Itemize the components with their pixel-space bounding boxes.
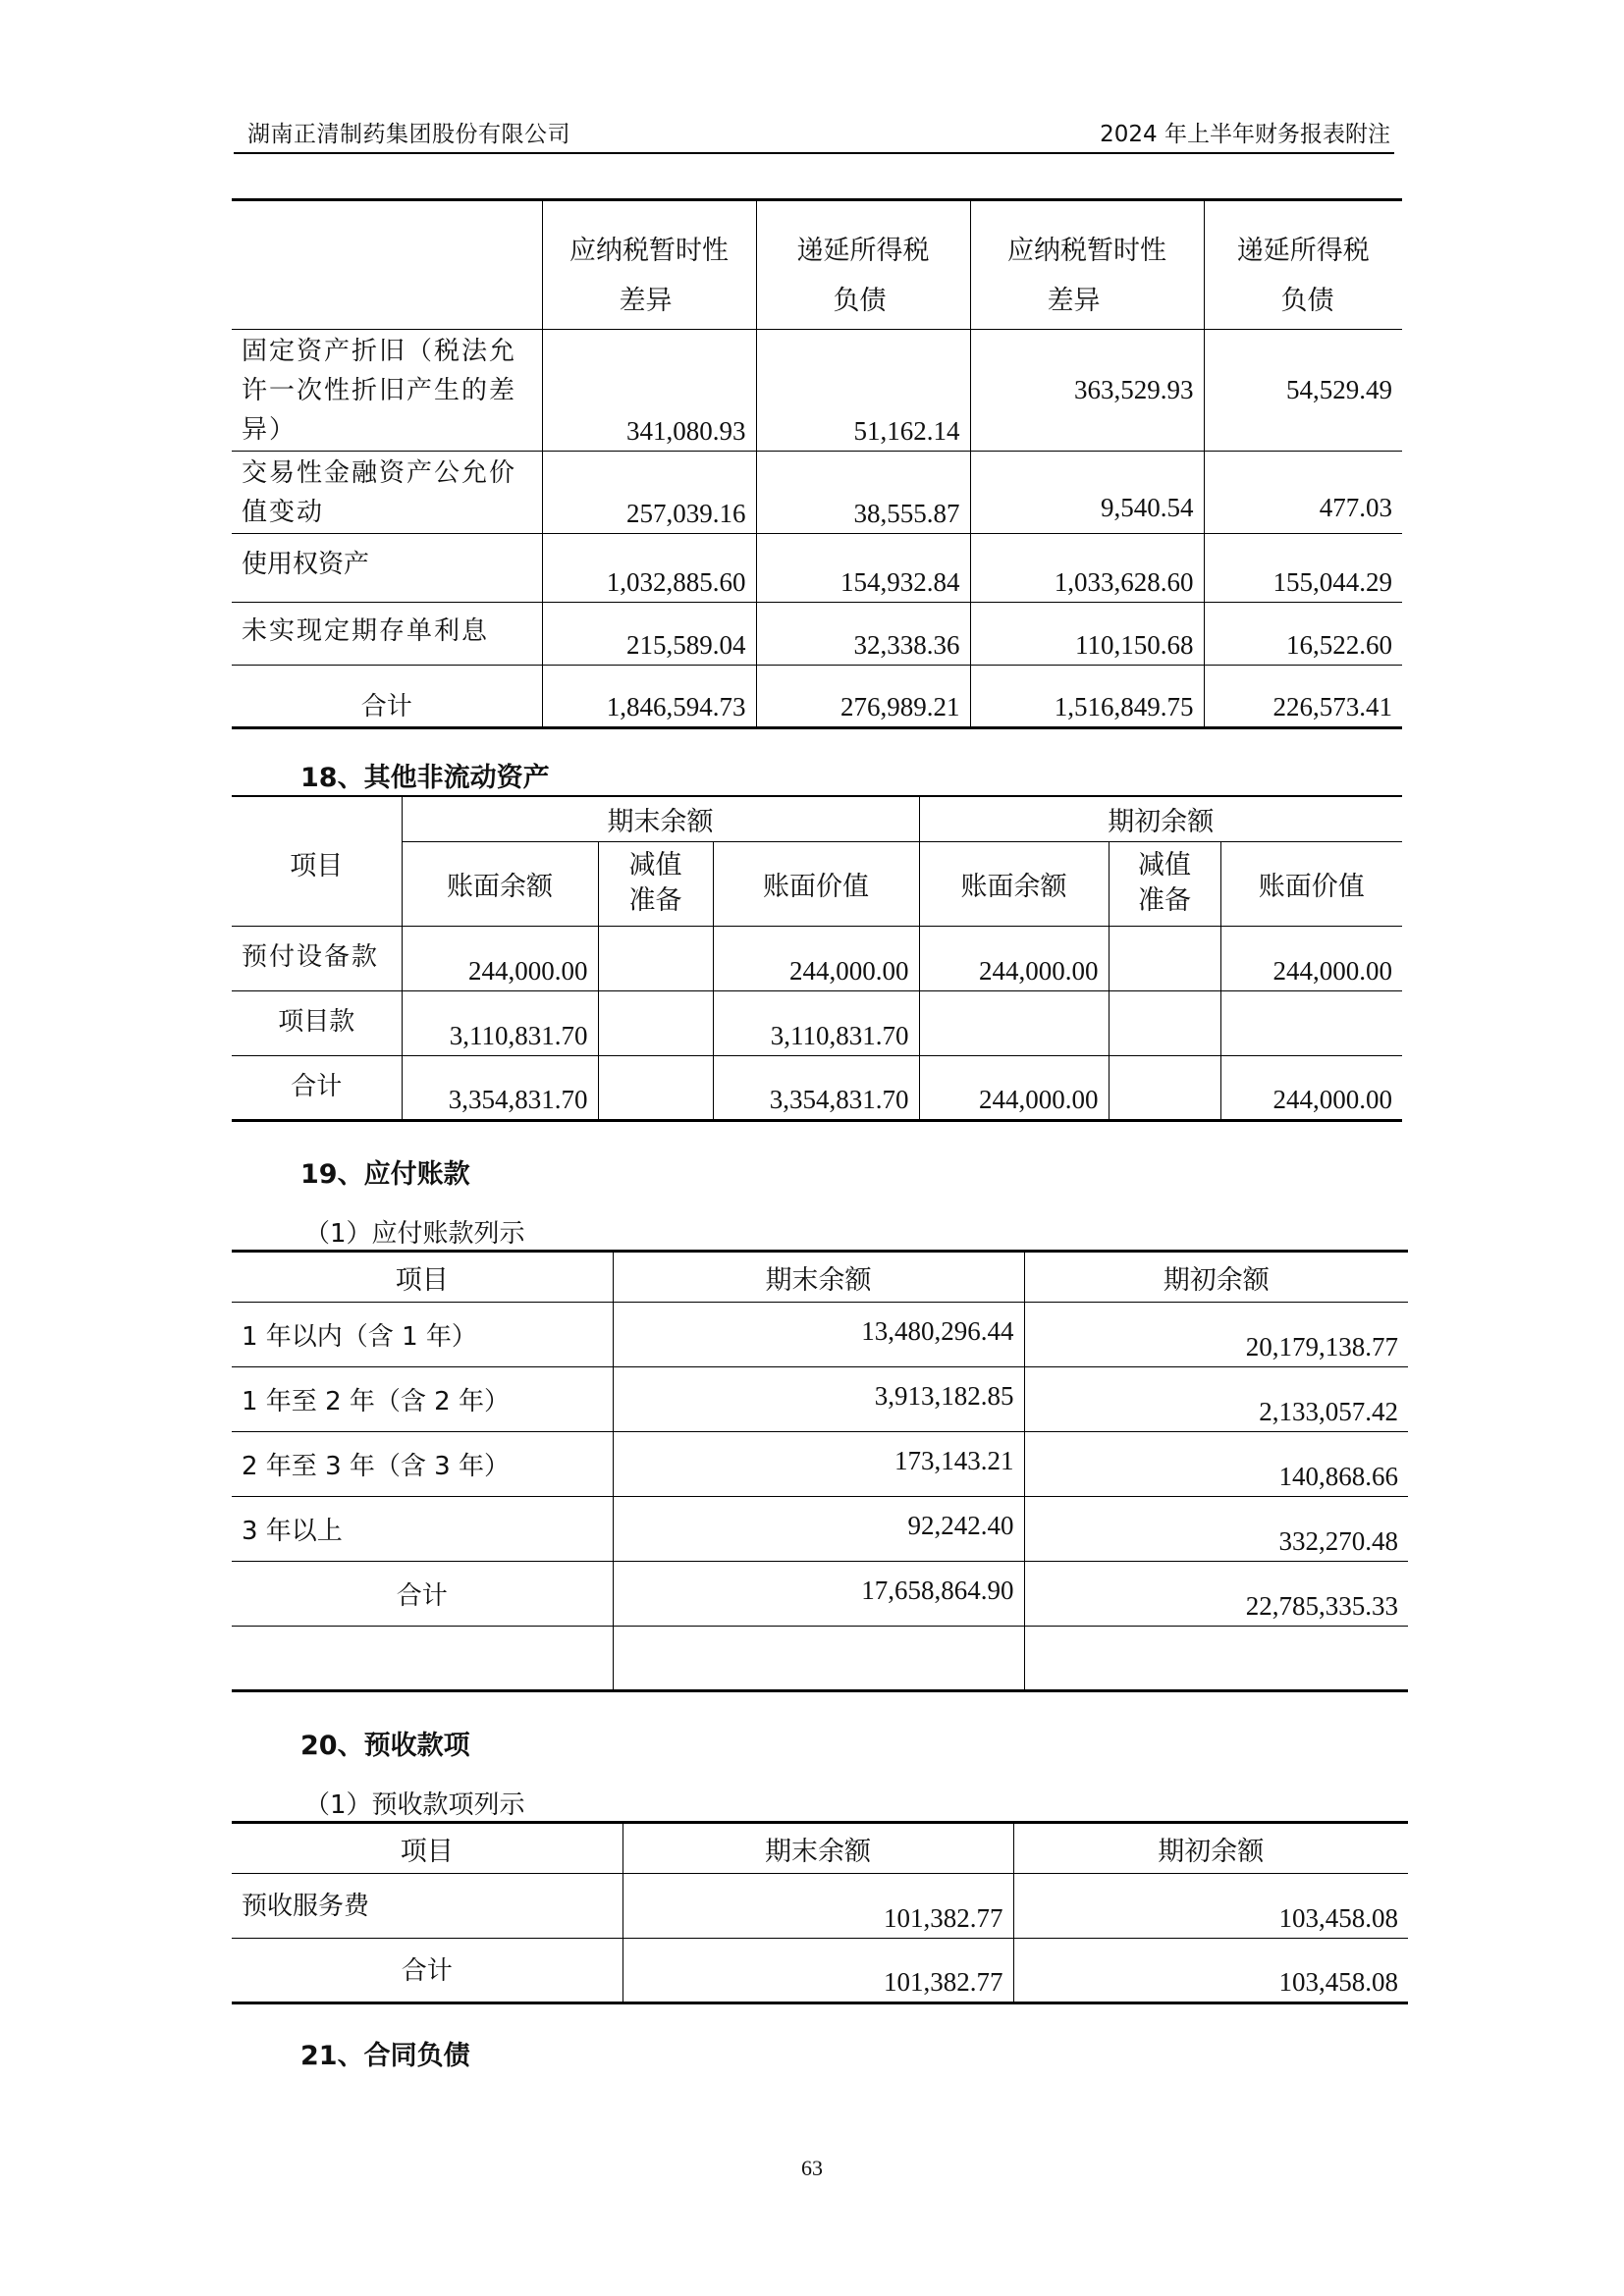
header-text: 准备	[628, 885, 682, 916]
value-cell: 51,162.14	[756, 330, 970, 452]
value-cell: 3,913,182.85	[613, 1367, 1024, 1432]
value-cell: 2,133,057.42	[1024, 1367, 1408, 1432]
value-cell: 341,080.93	[542, 330, 756, 452]
table-row	[232, 990, 1402, 1055]
header-cell: 项目	[232, 1252, 613, 1303]
table-row	[232, 666, 1402, 728]
header-cell: 负债	[1204, 267, 1402, 330]
empty-cell	[232, 1627, 613, 1691]
value-cell	[598, 926, 713, 990]
value-cell: 20,179,138.77	[1024, 1303, 1408, 1367]
deferred-tax-table	[232, 198, 1402, 729]
table-row	[232, 452, 1402, 534]
header-cell: 账面余额	[402, 841, 598, 926]
header-cell: 项目	[232, 796, 402, 926]
value-cell	[1220, 990, 1402, 1055]
table-row	[232, 1939, 1408, 2003]
table-row	[232, 926, 1402, 990]
value-cell: 477.03	[1204, 452, 1402, 534]
value-cell: 173,143.21	[613, 1432, 1024, 1497]
table-row	[232, 1367, 1408, 1432]
header-cell: 项目	[232, 1823, 623, 1874]
header-cell: 期末余额	[623, 1823, 1013, 1874]
table-row	[232, 1055, 1402, 1120]
value-cell: 22,785,335.33	[1024, 1562, 1408, 1627]
row-label: 未实现定期存单利息	[232, 603, 542, 666]
accounts-payable-table	[232, 1250, 1408, 1692]
value-cell: 257,039.16	[542, 452, 756, 534]
value-cell: 1,846,594.73	[542, 666, 756, 728]
header-cell	[1109, 841, 1220, 926]
header-cell: 期末余额	[402, 796, 919, 841]
value-cell: 244,000.00	[713, 926, 919, 990]
empty-cell	[1024, 1627, 1408, 1691]
header-cell: 期初余额	[1013, 1823, 1408, 1874]
value-cell: 244,000.00	[1220, 926, 1402, 990]
row-label: 项目款	[232, 990, 402, 1055]
header-text: 减值	[628, 850, 682, 881]
empty-cell	[613, 1627, 1024, 1691]
row-label: 交易性金融资产公允价值变动	[232, 452, 542, 534]
value-cell: 101,382.77	[623, 1939, 1013, 2003]
table-row	[232, 603, 1402, 666]
header-cell: 账面余额	[919, 841, 1109, 926]
value-cell	[1109, 926, 1220, 990]
value-cell: 140,868.66	[1024, 1432, 1408, 1497]
header-cell	[598, 841, 713, 926]
row-label: 3 年以上	[232, 1497, 613, 1562]
value-cell: 13,480,296.44	[613, 1303, 1024, 1367]
row-label: 2 年至 3 年（含 3 年）	[232, 1432, 613, 1497]
value-cell: 110,150.68	[970, 603, 1204, 666]
header-cell: 期初余额	[919, 796, 1402, 841]
row-label: 1 年以内（含 1 年）	[232, 1303, 613, 1367]
table-row	[232, 1562, 1408, 1627]
value-cell: 363,529.93	[970, 330, 1204, 452]
value-cell: 244,000.00	[402, 926, 598, 990]
header-cell: 应纳税暂时性	[542, 200, 756, 267]
value-cell	[598, 990, 713, 1055]
value-cell: 244,000.00	[1220, 1055, 1402, 1120]
header-cell: 负债	[756, 267, 970, 330]
value-cell: 3,110,831.70	[713, 990, 919, 1055]
table-row	[232, 534, 1402, 603]
header-cell: 账面价值	[1220, 841, 1402, 926]
other-noncurrent-assets-table	[232, 795, 1402, 1122]
row-label: 合计	[232, 1562, 613, 1627]
section-20-title: 20、预收款项	[300, 1731, 470, 1761]
header-cell: 应纳税暂时性	[970, 200, 1204, 267]
header-cell	[232, 267, 542, 330]
value-cell: 54,529.49	[1204, 330, 1402, 452]
section-19-subtitle: （1）应付账款列示	[304, 1219, 525, 1249]
value-cell: 103,458.08	[1013, 1939, 1408, 2003]
value-cell: 3,354,831.70	[402, 1055, 598, 1120]
value-cell: 3,354,831.70	[713, 1055, 919, 1120]
header-company: 湖南正清制药集团股份有限公司	[247, 122, 570, 147]
value-cell: 3,110,831.70	[402, 990, 598, 1055]
row-label: 预收服务费	[232, 1874, 623, 1939]
table-row	[232, 1303, 1408, 1367]
value-cell: 244,000.00	[919, 926, 1109, 990]
header-cell: 递延所得税	[756, 200, 970, 267]
row-label: 预付设备款	[232, 926, 402, 990]
header-cell	[232, 200, 542, 267]
value-cell: 9,540.54	[970, 452, 1204, 534]
header-report-title: 2024 年上半年财务报表附注	[1100, 122, 1390, 147]
value-cell: 92,242.40	[613, 1497, 1024, 1562]
advance-receipts-table	[232, 1821, 1408, 2004]
value-cell: 155,044.29	[1204, 534, 1402, 603]
value-cell: 38,555.87	[756, 452, 970, 534]
value-cell: 215,589.04	[542, 603, 756, 666]
value-cell: 276,989.21	[756, 666, 970, 728]
table-row	[232, 1874, 1408, 1939]
value-cell: 154,932.84	[756, 534, 970, 603]
header-cell: 期末余额	[613, 1252, 1024, 1303]
row-label: 固定资产折旧（税法允许一次性折旧产生的差异）	[232, 330, 542, 452]
row-label: 使用权资产	[232, 534, 542, 603]
header-cell: 差异	[970, 267, 1204, 330]
table-row	[232, 1497, 1408, 1562]
section-19-title: 19、应付账款	[300, 1159, 470, 1190]
value-cell	[1109, 990, 1220, 1055]
header-cell: 账面价值	[713, 841, 919, 926]
value-cell: 103,458.08	[1013, 1874, 1408, 1939]
section-21-title: 21、合同负债	[300, 2041, 470, 2071]
value-cell	[598, 1055, 713, 1120]
value-cell: 101,382.77	[623, 1874, 1013, 1939]
value-cell: 32,338.36	[756, 603, 970, 666]
header-divider	[234, 152, 1394, 154]
table-row	[232, 1432, 1408, 1497]
row-label: 合计	[232, 1055, 402, 1120]
header-cell: 递延所得税	[1204, 200, 1402, 267]
row-label: 1 年至 2 年（含 2 年）	[232, 1367, 613, 1432]
row-label: 合计	[232, 1939, 623, 2003]
header-cell: 差异	[542, 267, 756, 330]
value-cell: 226,573.41	[1204, 666, 1402, 728]
section-18-title: 18、其他非流动资产	[300, 763, 550, 793]
value-cell	[919, 990, 1109, 1055]
row-label: 合计	[232, 666, 542, 728]
value-cell: 332,270.48	[1024, 1497, 1408, 1562]
table-row	[232, 1627, 1408, 1691]
page-number: 63	[801, 2156, 823, 2180]
header-cell: 期初余额	[1024, 1252, 1408, 1303]
header-text: 准备	[1138, 885, 1191, 916]
value-cell: 17,658,864.90	[613, 1562, 1024, 1627]
value-cell: 1,032,885.60	[542, 534, 756, 603]
value-cell: 16,522.60	[1204, 603, 1402, 666]
section-20-subtitle: （1）预收款项列示	[304, 1790, 525, 1820]
value-cell	[1109, 1055, 1220, 1120]
value-cell: 1,033,628.60	[970, 534, 1204, 603]
value-cell: 244,000.00	[919, 1055, 1109, 1120]
value-cell: 1,516,849.75	[970, 666, 1204, 728]
table-row	[232, 330, 1402, 452]
header-text: 减值	[1138, 850, 1191, 881]
